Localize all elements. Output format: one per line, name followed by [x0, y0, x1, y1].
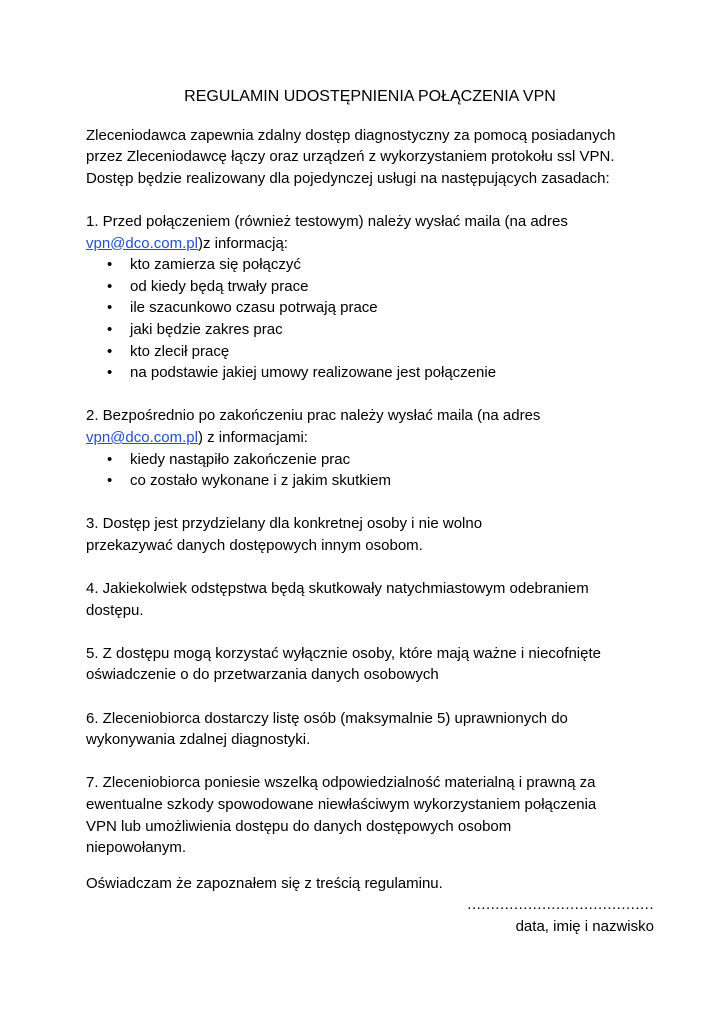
- section-7: [86, 772, 646, 858]
- section-1-heading: 1. Przed połączeniem (również testowym) należy wysłać maila (na adres: [86, 212, 568, 230]
- declaration: Oświadczam że zapoznałem się z treścią regulaminu.: [86, 874, 443, 892]
- section-7-line: VPN lub umożliwienia dostępu do danych dostępowych osobom: [86, 817, 512, 835]
- section-7-line: ewentualne szkody spowodowane niewłaściwym wykorzystaniem połączenia: [86, 796, 597, 813]
- section-1-list: [86, 254, 646, 384]
- list-item: • na podstawie jakiej umowy realizowane jest połączenie: [86, 362, 646, 384]
- section-5-line: oświadczenie o do przetwarzania danych osobowych: [86, 666, 439, 684]
- document-title: REGULAMIN UDOSTĘPNIENIA POŁĄCZENIA VPN: [184, 88, 556, 105]
- intro-paragraph: [86, 125, 646, 190]
- section-3-line: 3. Dostęp jest przydzielany dla konkretnej osoby i nie wolno: [86, 515, 483, 533]
- section-2: [86, 405, 646, 491]
- signature-label: data, imię i nazwisko: [515, 917, 654, 935]
- section-4-line: 4. Jakiekolwiek odstępstwa będą skutkowały natychmiastowym odebraniem: [86, 580, 589, 598]
- section-5-line: 5. Z dostępu mogą korzystać wyłącznie osoby, które mają ważne i niecofnięte: [86, 644, 601, 662]
- section-2-heading: 2. Bezpośrednio po zakończeniu prac należy wysłać maila (na adres: [86, 407, 541, 425]
- section-3-line: przekazywać danych dostępowych innym osobom.: [86, 536, 423, 554]
- list-item: • ile szacunkowo czasu potrwają prace: [86, 297, 646, 319]
- section-6: [86, 708, 646, 751]
- section-7-line: niepowołanym.: [86, 839, 187, 857]
- list-item: • jaki będzie zakres prac: [86, 319, 646, 341]
- section-2-email-line: [86, 427, 646, 449]
- signature-block: [86, 894, 654, 937]
- section-7-line: 7. Zleceniobiorca poniesie wszelką odpowiedzialność materialną i prawną za: [86, 774, 596, 792]
- section-5: [86, 643, 646, 686]
- section-1-email-line: [86, 233, 646, 255]
- section-2-email-suffix: ) z informacjami:: [197, 428, 308, 446]
- section-2-list: [86, 449, 646, 492]
- list-item: • kiedy nastąpiło zakończenie prac: [86, 449, 646, 471]
- intro-line: Dostęp będzie realizowany dla pojedynczej usługi na następujących zasadach:: [86, 169, 610, 187]
- list-item: • od kiedy będą trwały prace: [86, 276, 646, 298]
- document-page: [86, 86, 654, 938]
- section-3: [86, 513, 646, 556]
- section-4-line: dostępu.: [86, 601, 144, 619]
- intro-line: Zleceniodawca zapewnia zdalny dostęp diagnostyczny za pomocą posiadanych: [86, 126, 616, 144]
- section-4: [86, 578, 646, 621]
- signature-line: ........................................: [467, 896, 654, 914]
- section-1-email-suffix: )z informacją:: [197, 234, 288, 252]
- email-link[interactable]: vpn@dco.com.pl: [86, 428, 198, 446]
- email-link[interactable]: vpn@dco.com.pl: [86, 234, 198, 252]
- intro-line: przez Zleceniodawcę łączy oraz urządzeń z wykorzystaniem protokołu ssl VPN.: [86, 148, 615, 166]
- section-6-line: wykonywania zdalnej diagnostyki.: [86, 731, 311, 749]
- list-item: • kto zamierza się połączyć: [86, 254, 646, 276]
- section-1: [86, 211, 646, 384]
- list-item: • kto zlecił pracę: [86, 341, 646, 363]
- section-6-line: 6. Zleceniobiorca dostarczy listę osób (maksymalnie 5) uprawnionych do: [86, 709, 568, 727]
- list-item: • co zostało wykonane i z jakim skutkiem: [86, 470, 646, 492]
